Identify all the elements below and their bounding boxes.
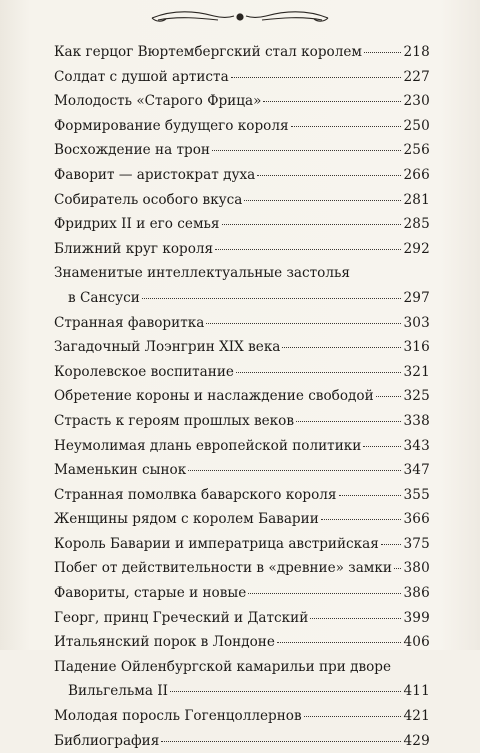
dot-leader [142,286,402,299]
toc-entry-page-number: 218 [403,44,430,60]
toc-entry-page-number: 411 [403,683,430,700]
toc-entry[interactable] [54,581,430,606]
toc-entry-title: Неумолимая длань европейской политики [54,437,362,454]
dot-leader [257,163,401,176]
toc-entry-title: Фридрих II и его семья [54,216,220,233]
ornament-divider-icon [148,4,332,30]
toc-entry[interactable] [54,384,430,409]
toc-entry[interactable] [54,188,430,213]
dot-leader [206,311,401,324]
dot-leader [321,507,402,520]
dot-leader [376,384,402,397]
toc-entry-title-continued: в Сансуси [68,289,140,306]
dot-leader [161,729,401,742]
toc-entry[interactable] [54,409,430,434]
dot-leader [363,434,401,447]
toc-entry-title: Побег от действительности в «древние» замки [54,560,392,577]
toc-entry[interactable] [54,114,430,139]
toc-entry[interactable] [54,556,430,581]
toc-entry[interactable] [54,630,430,655]
toc-entry-page-number: 325 [403,388,430,405]
toc-entry-title: Фавориты, старые и новые [54,585,247,602]
table-of-contents [54,40,430,753]
toc-entry-title: Страсть к героям прошлых веков [54,412,294,429]
toc-entry-page-number: 266 [403,166,430,183]
toc-entry[interactable] [54,434,430,459]
toc-entry-title: Фаворит — аристократ духа [54,166,256,183]
toc-entry-page-number: 256 [403,142,430,159]
toc-entry[interactable] [54,237,430,262]
toc-entry-title: Молодая поросль Гогенцоллернов [54,708,302,725]
toc-entry-title: Король Баварии и императрица австрийская [54,535,379,552]
toc-entry[interactable] [54,89,430,114]
toc-entry-page-number: 366 [403,511,430,528]
toc-entry[interactable] [54,458,430,483]
dot-leader [291,114,402,127]
toc-entry-page-number: 292 [403,240,430,257]
dot-leader [394,556,402,569]
toc-entry-title: Обретение короны и наслаждение свободой [54,388,374,405]
dot-leader [170,679,401,692]
toc-entry[interactable] [54,360,430,385]
toc-entry-page-number: 386 [403,585,430,602]
dot-leader [231,65,402,78]
toc-entry-title: Георг, принц Греческий и Датский [54,609,309,626]
dot-leader [381,532,402,545]
toc-entry[interactable] [54,655,430,704]
toc-entry-title: Странная помолвка баварского короля [54,486,337,503]
toc-entry-title: Загадочный Лоэнгрин XIX века [54,339,281,356]
dot-leader [222,212,402,225]
dot-leader [364,40,401,53]
toc-entry-page-number: 406 [403,634,430,651]
toc-entry[interactable] [54,212,430,237]
toc-entry-page-number: 297 [403,289,430,306]
toc-entry-page-number: 343 [403,437,430,454]
toc-entry-page-number: 347 [403,462,430,479]
toc-entry-title: Знаменитые интеллектуальные застолья [54,265,350,282]
toc-entry-page-number: 375 [403,535,430,552]
toc-entry[interactable] [54,335,430,360]
toc-entry-page-number: 281 [403,191,430,208]
dot-leader [244,188,401,201]
toc-entry-page-number: 285 [403,216,430,233]
toc-entry-title-continued: Вильгельма II [68,683,169,700]
dot-leader [248,581,401,594]
toc-entry[interactable] [54,311,430,336]
dot-leader [263,89,401,102]
toc-entry-page-number: 421 [403,708,430,725]
toc-entry[interactable] [54,704,430,729]
dot-leader [215,237,401,250]
toc-entry-title: Формирование будущего короля [54,117,289,134]
toc-entry-title: Странная фаворитка [54,314,205,331]
toc-entry-title: Библиография [54,732,160,749]
toc-entry-title: Королевское воспитание [54,363,234,380]
dot-leader [310,606,401,619]
toc-entry[interactable] [54,40,430,65]
toc-entry-page-number: 399 [403,609,430,626]
toc-entry-page-number: 250 [403,117,430,134]
toc-entry-title: Падение Ойленбургской камарильи при дворе [54,658,392,675]
toc-entry-title: Ближний круг короля [54,240,214,257]
toc-entry[interactable] [54,65,430,90]
toc-entry-page-number: 316 [403,339,430,356]
toc-entry-page-number: 355 [403,486,430,503]
dot-leader [339,483,402,496]
toc-entry-page-number: 338 [403,412,430,429]
toc-entry-page-number: 321 [403,363,430,380]
dot-leader [212,138,401,151]
toc-entry[interactable] [54,138,430,163]
toc-entry[interactable] [54,261,430,310]
toc-entry[interactable] [54,606,430,631]
toc-entry[interactable] [54,507,430,532]
toc-entry[interactable] [54,483,430,508]
toc-entry[interactable] [54,532,430,557]
dot-leader [277,630,402,643]
dot-leader [282,335,401,348]
dot-leader [236,360,402,373]
toc-entry-title: Итальянский порок в Лондоне [54,634,275,651]
toc-entry-title: Восхождение на трон [54,142,210,159]
toc-entry-title: Женщины рядом с королем Баварии [54,511,319,528]
toc-entry-page-number: 429 [403,732,430,749]
toc-entry-title: Солдат с душой артиста [54,68,229,85]
dot-leader [296,409,401,422]
toc-entry-page-number: 227 [403,68,430,85]
toc-entry[interactable] [54,163,430,188]
toc-entry-page-number: 230 [403,93,430,110]
toc-entry-title: Маменькин сынок [54,462,187,479]
toc-entry-page-number: 380 [403,560,430,577]
toc-entry-title: Как герцог Вюртембергский стал королем [54,44,362,60]
toc-entry-title: Собиратель особого вкуса [54,191,243,208]
toc-entry-page-number: 303 [403,314,430,331]
dot-leader [304,704,402,717]
toc-entry[interactable] [54,729,430,753]
dot-leader [188,458,401,471]
toc-entry-title: Молодость «Старого Фрица» [54,93,262,110]
